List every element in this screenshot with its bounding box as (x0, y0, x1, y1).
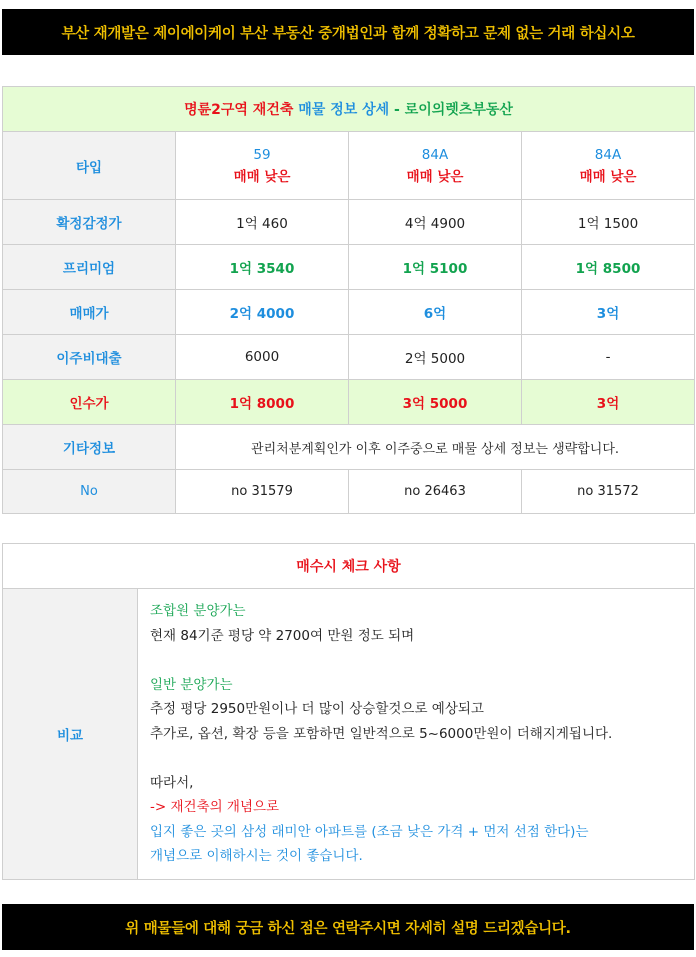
checklist-title: 매수시 체크 사항 (3, 544, 695, 589)
etc-label: 기타정보 (3, 425, 176, 470)
bottom-banner-text: 위 매물들에 대해 궁금 하신 점은 연락주시면 자세히 설명 드리겠습니다. (125, 920, 571, 937)
remarks-advice: 입지 좋은 곳의 삼성 래미안 아파트를 (조금 낮은 가격 + 먼저 선점 한다)는 (150, 823, 589, 840)
appraisal-label: 확정감정가 (3, 200, 176, 245)
type-cell (522, 132, 695, 200)
appraisal-value: 4억 4900 (349, 200, 522, 245)
takeover-value: 1억 8000 (176, 380, 349, 425)
takeover-row (3, 380, 695, 425)
listing-number: no 26463 (349, 470, 522, 514)
type-note: 매매 낮은 (579, 168, 637, 185)
listing-number: no 31572 (522, 470, 695, 514)
type-cell (176, 132, 349, 200)
etc-row (3, 425, 695, 470)
checklist-label: 비교 (3, 589, 138, 880)
listing-number: no 31579 (176, 470, 349, 514)
checklist-title-row (3, 544, 695, 589)
checklist-body-row (3, 589, 695, 880)
remarks-member-price: 현재 84기준 평당 약 2700여 만원 정도 되며 (150, 627, 415, 644)
bottom-banner (2, 904, 694, 950)
loan-value: 6000 (176, 335, 349, 380)
top-banner (2, 9, 694, 55)
remarks-concept: -> 재건축의 개념으로 (150, 799, 280, 815)
price-value: 3억 (522, 290, 695, 335)
loan-value: - (522, 335, 695, 380)
takeover-value: 3억 5000 (349, 380, 522, 425)
remarks-advice-end: 개념으로 이해하시는 것이 좋습니다. (150, 848, 363, 864)
top-banner-text: 부산 재개발은 제이에이케이 부산 부동산 중개법인과 함께 정확하고 문제 없는 거래 하십시오 (61, 25, 635, 42)
type-row (3, 132, 695, 200)
price-value: 2억 4000 (176, 290, 349, 335)
takeover-label: 인수가 (3, 380, 176, 425)
type-value: 84A (421, 146, 449, 163)
premium-label: 프리미엄 (3, 245, 176, 290)
premium-value: 1억 3540 (176, 245, 349, 290)
type-label: 타입 (3, 132, 176, 200)
appraisal-value: 1억 1500 (522, 200, 695, 245)
type-value: 59 (253, 146, 271, 163)
listing-title-detail: 매물 정보 상세 (298, 102, 390, 118)
remarks-options: 추가로, 옵션, 확장 등을 포함하면 일반적으로 5~6000만원이 더해지게됩니다. (150, 725, 613, 742)
appraisal-row (3, 200, 695, 245)
checklist-table (2, 543, 695, 880)
loan-value: 2억 5000 (349, 335, 522, 380)
appraisal-value: 1억 460 (176, 200, 349, 245)
takeover-value: 3억 (522, 380, 695, 425)
premium-row (3, 245, 695, 290)
no-row (3, 470, 695, 514)
listing-table (2, 86, 695, 514)
remarks-therefore: 따라서, (150, 774, 194, 791)
type-cell (349, 132, 522, 200)
remarks-general-price-heading: 일반 분양가는 (150, 676, 233, 693)
listing-title-complex: 명륜2구역 재건축 (184, 102, 294, 118)
remarks-blank (150, 746, 682, 771)
etc-info: 관리처분계획인가 이후 이주중으로 매물 상세 정보는 생략합니다. (176, 425, 695, 470)
type-note: 매매 낮은 (406, 168, 464, 185)
remarks-text (138, 589, 695, 880)
premium-value: 1억 5100 (349, 245, 522, 290)
remarks-general-price: 추정 평당 2950만원이나 더 많이 상승할것으로 예상되고 (150, 701, 484, 717)
type-value: 84A (594, 146, 622, 163)
remarks-blank (150, 648, 682, 673)
price-row (3, 290, 695, 335)
listing-title-agency: - 로이의렛츠부동산 (394, 102, 513, 118)
price-value: 6억 (349, 290, 522, 335)
loan-label: 이주비대출 (3, 335, 176, 380)
listing-title-row (3, 87, 695, 132)
premium-value: 1억 8500 (522, 245, 695, 290)
remarks-member-price-heading: 조합원 분양가는 (150, 603, 246, 619)
no-label: No (3, 470, 176, 514)
price-label: 매매가 (3, 290, 176, 335)
listing-title (3, 87, 695, 132)
type-note: 매매 낮은 (233, 168, 291, 185)
loan-row (3, 335, 695, 380)
